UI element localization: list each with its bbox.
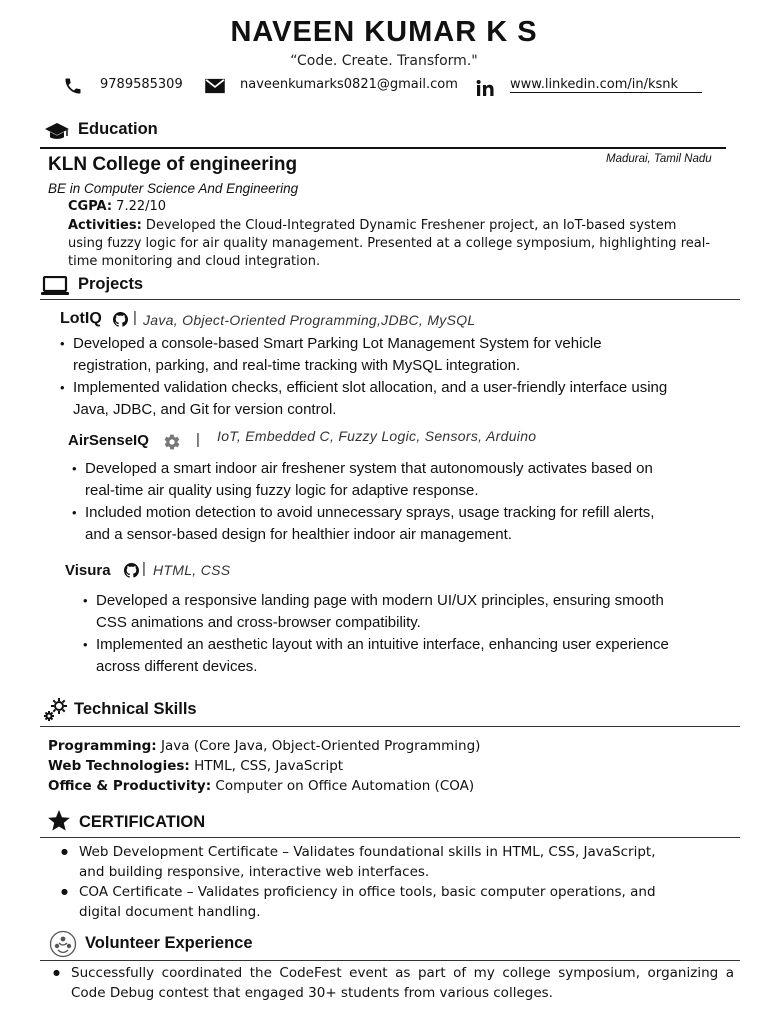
list-item: ● Successfully coordinated the CodeFest event as part of my college symposium, organizing a Code Debug contest that engaged 30+ students from various colleges.	[71, 963, 734, 1003]
education-divider	[40, 147, 726, 149]
gear-icon	[163, 433, 181, 451]
volunteer-heading: Volunteer Experience	[85, 934, 253, 952]
activities	[68, 217, 710, 271]
project-lotiq	[60, 310, 102, 328]
skills-list	[48, 736, 480, 796]
candidate-name: NAVEEN KUMAR K S	[230, 16, 538, 48]
laptop-icon	[40, 276, 70, 296]
star-icon	[47, 810, 71, 832]
separator: |	[142, 560, 146, 577]
cgpa-value: 7.22/10	[112, 199, 167, 214]
list-item: • Developed a smart indoor air freshener system that autonomously activates based on real-time air quality using fuzzy logic for adaptive response.	[85, 458, 755, 502]
skill-row: Programming: Java (Core Java, Object-Oriented Programming)	[48, 738, 481, 754]
volunteer-icon	[48, 930, 78, 958]
project-name: LotIQ	[60, 310, 102, 327]
project-tech: Java, Object-Oriented Programming,JDBC, MySQL	[143, 312, 476, 328]
project-airsenseiq	[68, 432, 149, 450]
linkedin-link[interactable]: www.linkedin.com/in/ksnk	[510, 77, 702, 93]
activities-line: time monitoring and cloud integration.	[68, 254, 321, 269]
list-item: • Developed a console-based Smart Parking Lot Management System for vehicle registration, parking, and real-time tracking with MySQL integration.	[73, 333, 753, 377]
project-name: AirSenseIQ	[68, 432, 149, 449]
college-name: KLN College of engineering	[48, 154, 298, 175]
activities-line: Developed the Cloud-Integrated Dynamic Freshener project, an IoT-based system	[141, 218, 677, 233]
list-item: • Included motion detection to avoid unnecessary sprays, usage tracking for refill alerts, and a sensor-based design for healthier indoor air management.	[85, 502, 755, 546]
project-bullets	[85, 458, 755, 546]
skills-divider	[40, 726, 740, 727]
separator: |	[133, 309, 137, 326]
certification-heading: CERTIFICATION	[79, 813, 206, 831]
list-item: ● COA Certificate – Validates proficiency in office tools, basic computer operations, and digital document handling.	[79, 882, 749, 922]
activities-label: Activities:	[68, 218, 142, 233]
graduation-cap-icon	[44, 122, 70, 142]
skill-row: Office & Productivity: Computer on Office Automation (COA)	[48, 778, 475, 794]
skill-row: Web Technologies: HTML, CSS, JavaScript	[48, 758, 344, 774]
github-icon[interactable]	[113, 312, 128, 327]
activities-line: using fuzzy logic for air quality management. Presented at a college symposium, highlighting real-	[68, 236, 711, 251]
separator: |	[196, 431, 200, 448]
list-item: • Implemented validation checks, efficient slot allocation, and a user-friendly interface using Java, JDBC, and Git for version control.	[73, 377, 753, 421]
email-link[interactable]: naveenkumarks0821@gmail.com	[240, 77, 458, 92]
projects-divider	[40, 299, 740, 300]
mail-icon	[204, 78, 226, 94]
list-item: • Developed a responsive landing page with modern UI/UX principles, ensuring smooth CSS animations and cross-browser compatibility.	[96, 590, 756, 634]
list-item: • Implemented an aesthetic layout with an intuitive interface, enhancing user experience across different devices.	[96, 634, 756, 678]
github-icon[interactable]	[124, 563, 139, 578]
volunteer-divider	[40, 960, 740, 961]
linkedin-icon	[476, 80, 496, 96]
phone-number[interactable]: 9789585309	[100, 77, 183, 92]
cgpa	[68, 198, 166, 216]
project-tech: HTML, CSS	[153, 562, 231, 578]
project-name: Visura	[65, 562, 111, 579]
volunteer-list	[71, 963, 734, 1003]
certification-list	[79, 842, 749, 922]
project-bullets	[73, 333, 753, 421]
project-tech: IoT, Embedded C, Fuzzy Logic, Sensors, Arduino	[217, 428, 537, 444]
degree: BE in Computer Science And Engineering	[48, 181, 299, 196]
cgpa-label: CGPA:	[68, 199, 113, 214]
certification-divider	[40, 837, 740, 838]
projects-heading: Projects	[78, 275, 144, 293]
project-bullets	[96, 590, 756, 678]
education-heading: Education	[78, 120, 158, 138]
list-item: ● Web Development Certificate – Validates foundational skills in HTML, CSS, JavaScript, and building responsive, interactive web interfaces.	[79, 842, 749, 882]
college-location: Madurai, Tamil Nadu	[606, 153, 712, 165]
skills-heading: Technical Skills	[74, 700, 197, 718]
project-visura	[65, 562, 111, 580]
gears-icon	[42, 697, 70, 723]
tagline: “Code. Create. Transform."	[290, 53, 478, 69]
phone-icon	[62, 76, 84, 96]
